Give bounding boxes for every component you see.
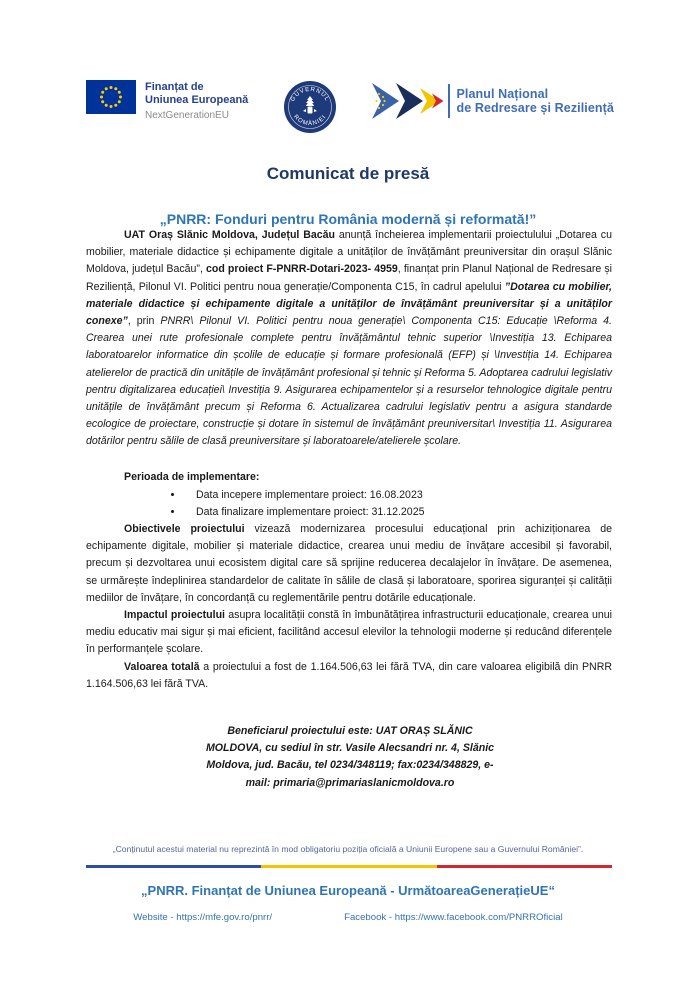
total-value-paragraph: Valoarea totală a proiectului a fost de 1.164.506,63 lei fără TVA, din care valoarea eligibilă din PNRR 1.164.506,63 lei fără TVA.: [86, 660, 612, 690]
pnrr-logo-line1: Planul Național: [456, 87, 549, 101]
tricolor-red-segment: [437, 865, 612, 868]
pnrr-logo-text: [456, 87, 614, 115]
beneficiary-paragraph: Beneficiarul proiectului este: UAT ORAȘ SLĂNIC MOLDOVA, cu sediul în str. Vasile Alecsandri nr. 4, Slănic Moldova, jud. Bacău, tel 0234/348119; fax:0234/348829, e-mail: primaria@primariaslanicmoldova.ro: [205, 725, 495, 789]
objectives-paragraph: Obiectivele proiectului vizează modernizarea procesului educațional prin achiziționarea de echipamente digitale, mobilier și materiale didactice, crearea unui mediu de învățare accesibil și favorabil, precum și dezvoltarea unui ecosistem digital care să sprijine reducerea decalajelor în învățare. De asemenea, se urmărește îndeplinirea standardelor de calitate în sălile de clasă și laboratoare, sporirea siguranței și calității mediilor de învățare, în concordanță cu reglementările pentru dotările educaționale.: [86, 523, 612, 604]
tricolor-yellow-segment: [261, 865, 436, 868]
header-logos: [86, 80, 614, 134]
page-subtitle: „PNRR: Fonduri pentru România modernă și reformată!”: [159, 211, 537, 227]
svg-text:GUVERNUL: GUVERNUL: [290, 86, 331, 103]
implementation-period-list: [86, 487, 612, 521]
end-date-item: • Data finalizare implementare proiect: 31.12.2025: [184, 504, 612, 521]
implementation-period-heading: Perioada de implementare:: [124, 470, 260, 483]
footer-links: [0, 912, 696, 923]
website-link[interactable]: Website - https://mfe.gov.ro/pnrr/: [133, 911, 273, 923]
intro-paragraph: UAT Oraș Slănic Moldova, Județul Bacău anunță încheierea implementarii proiectulului „Dotarea cu mobilier, materiale didactice și echipamente digitale a unităților de învățământ preuniversitar din orașul Slănic Moldova, județul Bacău”, cod proiect F-PNRR-Dotari-2023- 4959, finanțat prin Planul Național de Redresare și Reziliență, Pilonul VI. Politici pentru noua generație/Componenta C15, în cadrul apelului ”Dotarea cu mobilier, materiale didactice și echipamente digitale a unităților de învățământ preuniversitar și a unităților conexe”, prin PNRR\ Pilonul VI. Politici pentru noua generație\ Componenta C15: Educație \Reforma 4. Crearea unei rute profesionale complete pentru învățământul tehnic superior \Investiția 13. Echiparea laboratoarelor informatice din școlile de educație și formare profesională (EFP) și \Investiția 14. Echiparea atelierelor de practică din unitățile de învățământ profesional și tehnic și Reforma 5. Adoptarea cadrului legislativ pentru digitalizarea educației\ Investiția 9. Asigurarea echipamentelor și a resurselor tehnologice digitale pentru unitățile de învățământ precum și Reforma 6. Actualizarea cadrului legislativ pentru a asigura standarde ecologice de proiectare, construcție și dotare în sistemul de învățământ preuniversitar\ Investiția 11. Asigurarea dotărilor pentru sălile de clasă preuniversitare și laboratoarele/atelierele școlare.: [86, 229, 613, 448]
page-title: Comunicat de presă: [266, 164, 430, 183]
pnrr-logo-line2: de Redresare și Reziliență: [456, 101, 614, 115]
eu-funding-line2: Uniunea Europeană: [145, 94, 249, 106]
romanian-government-seal-icon: [283, 80, 337, 134]
facebook-link[interactable]: Facebook - https://www.facebook.com/PNRROficial: [344, 911, 563, 923]
eu-funding-text: [145, 80, 248, 122]
eu-funding-logo: [86, 80, 248, 122]
footer-tagline: „PNRR. Finanțat de Uniunea Europeană - UrmătoareaGenerațieUE“: [141, 882, 555, 898]
eu-funding-line1: Finanțat de: [145, 81, 204, 93]
document-body: [86, 227, 612, 792]
start-date-item: • Data incepere implementare proiect: 16.08.2023: [184, 487, 612, 504]
pnrr-logo-separator: [448, 84, 450, 118]
eu-flag-icon: [86, 80, 136, 114]
pnrr-arrows-icon: [372, 80, 446, 122]
impact-paragraph: Impactul proiectului asupra localității constă în îmbunătățirea infrastructurii educaționale, crearea unui mediu educativ mai sigur și mai eficient, facilitând accesul elevilor la tehnologii moderne și reducând diferențele în performanțele școlare.: [86, 609, 612, 656]
disclaimer-text: „Conținutul acestui material nu reprezintă în mod obligatoriu poziția oficială a Uniunii Europene sau a Guvernului României”.: [112, 843, 584, 854]
romanian-tricolor-divider: [86, 865, 612, 868]
pnrr-logo: [372, 80, 614, 122]
eu-funding-line3: NextGenerationEU: [145, 110, 229, 121]
svg-text:ROMÂNIEI: ROMÂNIEI: [292, 114, 329, 128]
tricolor-blue-segment: [86, 865, 261, 868]
